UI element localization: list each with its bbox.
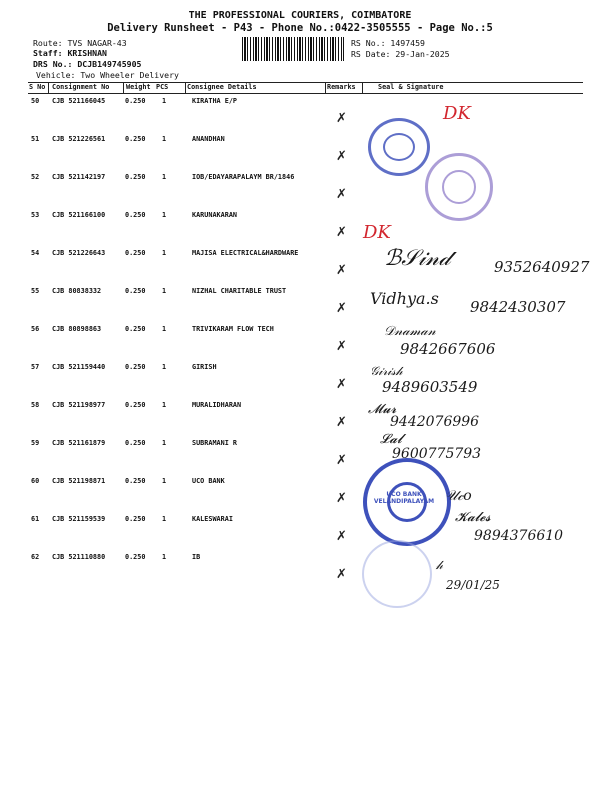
cell-consignment: CJB 80838332 <box>52 287 102 295</box>
signature-scribble: 𝒽 <box>436 558 443 572</box>
cell-consignee: KARUNAKARAN <box>192 211 238 219</box>
cell-sno: 62 <box>31 553 40 561</box>
table-row <box>0 361 600 399</box>
cell-pcs: 1 <box>162 325 167 333</box>
cell-sno: 58 <box>31 401 40 409</box>
cell-pcs: 1 <box>162 553 167 561</box>
table-top-rule <box>28 82 583 83</box>
remark-mark: ✗ <box>336 301 347 316</box>
signature-scribble: 𝓜𝓾𝓻 <box>368 402 397 417</box>
header-pcs: PCS <box>156 83 169 91</box>
cell-consignee: NIZHAL CHARITABLE TRUST <box>192 287 287 295</box>
route-label: Route: TVS NAGAR-43 <box>33 38 127 48</box>
signature-scribble: 𝓛𝓪𝓵 <box>380 432 403 447</box>
cell-consignee: IB <box>192 553 201 561</box>
table-row <box>0 95 600 133</box>
table-header-rule <box>28 93 583 94</box>
cell-weight: 0.250 <box>125 325 146 333</box>
remark-mark: ✗ <box>336 187 347 202</box>
rs-number: RS No.: 1497459 <box>351 38 425 48</box>
cell-pcs: 1 <box>162 363 167 371</box>
vehicle-label: Vehicle: Two Wheeler Delivery <box>36 70 179 80</box>
signature-scribble: 𝒟𝓃𝒶𝓂𝒶𝓃 <box>384 324 436 339</box>
cell-pcs: 1 <box>162 287 167 295</box>
cell-pcs: 1 <box>162 173 167 181</box>
remark-mark: ✗ <box>336 377 347 392</box>
cell-sno: 56 <box>31 325 40 333</box>
cell-consignment: CJB 521226643 <box>52 249 106 257</box>
header-weight: Weight <box>126 83 151 91</box>
seal-inner-ring <box>383 133 415 161</box>
handwritten-phone: 9489603549 <box>382 378 478 396</box>
remark-mark: ✗ <box>336 491 347 506</box>
cell-consignee: IOB/EDAYARAPALAYM BR/1846 <box>192 173 295 181</box>
header-remarks: Remarks <box>327 83 356 91</box>
cell-pcs: 1 <box>162 97 167 105</box>
header-sno: S No <box>29 83 46 91</box>
cell-pcs: 1 <box>162 439 167 447</box>
table-row <box>0 209 600 247</box>
purple-seal-stamp <box>425 153 493 221</box>
col-divider <box>48 83 49 93</box>
cell-sno: 53 <box>31 211 40 219</box>
table-row <box>0 437 600 475</box>
cell-consignee: KALESWARAI <box>192 515 233 523</box>
header-seal: Seal & Signature <box>378 83 444 91</box>
cell-consignment: CJB 521161879 <box>52 439 106 447</box>
cell-consignee: TRIVIKARAM FLOW TECH <box>192 325 274 333</box>
table-row <box>0 133 600 171</box>
signature-scribble: 𝒢𝒾𝓇𝒾𝓈𝒽 <box>370 364 403 378</box>
cell-consignment: CJB 521159539 <box>52 515 106 523</box>
handwritten-phone: 9842430307 <box>470 298 566 316</box>
handwritten-date: 29/01/25 <box>446 578 500 592</box>
cell-sno: 57 <box>31 363 40 371</box>
cell-weight: 0.250 <box>125 515 146 523</box>
cell-consignment: CJB 521110880 <box>52 553 106 561</box>
table-row <box>0 171 600 209</box>
cell-pcs: 1 <box>162 135 167 143</box>
cell-consignee: KIRATHA E/P <box>192 97 238 105</box>
red-initials-mark: DK <box>443 103 471 124</box>
seal-inner-ring <box>442 170 476 204</box>
cell-sno: 51 <box>31 135 40 143</box>
cell-consignment: CJB 80898863 <box>52 325 102 333</box>
cell-weight: 0.250 <box>125 477 146 485</box>
handwritten-phone: 9442076996 <box>390 414 480 430</box>
cell-weight: 0.250 <box>125 211 146 219</box>
cell-consignee: GIRISH <box>192 363 217 371</box>
handwritten-phone: 9600775793 <box>392 446 482 462</box>
cell-pcs: 1 <box>162 211 167 219</box>
remark-mark: ✗ <box>336 339 347 354</box>
handwritten-phone: 9352640927 <box>494 258 590 276</box>
cell-sno: 59 <box>31 439 40 447</box>
handwritten-name: Vidhya.s <box>370 289 439 308</box>
cell-weight: 0.250 <box>125 97 146 105</box>
cell-pcs: 1 <box>162 515 167 523</box>
cell-weight: 0.250 <box>125 401 146 409</box>
cell-pcs: 1 <box>162 477 167 485</box>
cell-sno: 55 <box>31 287 40 295</box>
cell-pcs: 1 <box>162 401 167 409</box>
uco-stamp-text: UCO BANK VELANDIPALAYAM <box>373 491 435 505</box>
col-divider <box>325 83 326 93</box>
barcode <box>242 37 344 61</box>
cell-weight: 0.250 <box>125 439 146 447</box>
cell-consignee: ANANDHAN <box>192 135 225 143</box>
remark-mark: ✗ <box>336 149 347 164</box>
cell-consignee: UCO BANK <box>192 477 225 485</box>
remark-mark: ✗ <box>336 263 347 278</box>
red-initials-mark: DK <box>363 222 391 243</box>
cell-sno: 54 <box>31 249 40 257</box>
handwritten-phone: 9894376610 <box>474 528 564 544</box>
header-consignment: Consignment No <box>52 83 110 91</box>
signature-scribble: ℬ𝒮𝒾𝓃𝒹 <box>384 246 451 271</box>
remark-mark: ✗ <box>336 111 347 126</box>
cell-consignment: CJB 521166100 <box>52 211 106 219</box>
cell-consignment: CJB 521198977 <box>52 401 106 409</box>
cell-weight: 0.250 <box>125 553 146 561</box>
uco-bank-stamp <box>363 458 451 546</box>
cell-weight: 0.250 <box>125 173 146 181</box>
cell-weight: 0.250 <box>125 363 146 371</box>
cell-pcs: 1 <box>162 249 167 257</box>
remark-mark: ✗ <box>336 529 347 544</box>
cell-sno: 60 <box>31 477 40 485</box>
remark-mark: ✗ <box>336 225 347 240</box>
table-row <box>0 475 600 513</box>
handwritten-phone: 9842667606 <box>400 340 496 358</box>
company-title: THE PROFESSIONAL COURIERS, COIMBATORE <box>188 10 412 21</box>
cell-consignee: MURALIDHARAN <box>192 401 242 409</box>
col-divider <box>123 83 124 93</box>
cell-consignment: CJB 521226561 <box>52 135 106 143</box>
cell-consignee: SUBRAMANI R <box>192 439 238 447</box>
cell-sno: 50 <box>31 97 40 105</box>
cell-consignment: CJB 521166045 <box>52 97 106 105</box>
bank-seal-stamp <box>368 118 430 176</box>
remark-mark: ✗ <box>336 453 347 468</box>
cell-sno: 61 <box>31 515 40 523</box>
table-row <box>0 323 600 361</box>
remark-mark: ✗ <box>336 567 347 582</box>
runsheet-subtitle: Delivery Runsheet - P43 - Phone No.:0422-3505555 - Page No.:5 <box>107 22 493 34</box>
header-consignee: Consignee Details <box>187 83 257 91</box>
remark-mark: ✗ <box>336 415 347 430</box>
faded-seal-stamp <box>362 540 432 608</box>
cell-weight: 0.250 <box>125 249 146 257</box>
cell-weight: 0.250 <box>125 135 146 143</box>
drs-number: DRS No.: DCJB149745905 <box>33 59 142 69</box>
signature-scribble: 𝒰𝒸𝑜 <box>445 488 472 504</box>
col-divider <box>185 83 186 93</box>
cell-consignment: CJB 521159440 <box>52 363 106 371</box>
signature-scribble: 𝓚𝓪𝓵𝓮𝓼 <box>455 510 491 525</box>
cell-consignee: MAJISA ELECTRICAL&HARDWARE <box>192 249 299 257</box>
cell-sno: 52 <box>31 173 40 181</box>
staff-label: Staff: KRISHNAN <box>33 48 107 58</box>
table-row <box>0 399 600 437</box>
rs-date: RS Date: 29-Jan-2025 <box>351 49 450 59</box>
cell-weight: 0.250 <box>125 287 146 295</box>
cell-consignment: CJB 521198871 <box>52 477 106 485</box>
cell-consignment: CJB 521142197 <box>52 173 106 181</box>
table-row <box>0 551 600 589</box>
col-divider <box>362 83 363 93</box>
